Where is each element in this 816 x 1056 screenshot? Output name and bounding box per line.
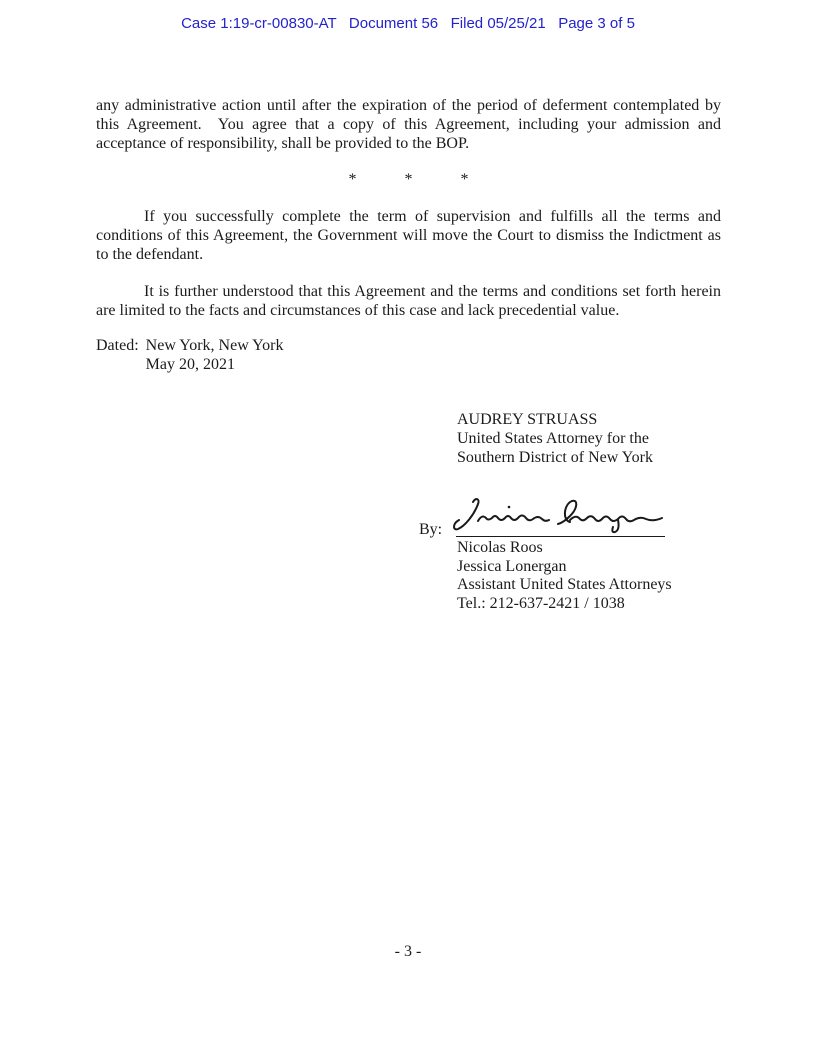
case-header: Case 1:19-cr-00830-AT Document 56 Filed 05/25/21 Page 3 of 5 xyxy=(181,15,635,32)
paragraph-precedential: It is further understood that this Agreement and the terms and conditions set forth herein are limited to the facts and circumstances of this case and lack precedential value. xyxy=(96,283,721,319)
asterisk-separator: * * * xyxy=(348,171,469,188)
dated-lines xyxy=(146,336,284,374)
signer-block xyxy=(457,539,672,614)
dated-date: May 20, 2021 xyxy=(145,356,235,373)
us-attorney-block xyxy=(457,410,653,467)
attorney-title-line-1: United States Attorney for the xyxy=(457,430,649,447)
dated-block xyxy=(96,336,283,374)
paragraph-deferment: any administrative action until after the expiration of the period of deferment contemplated by this Agreement. You agree that a copy of this Agreement, including your admission and acceptance of responsibility, shall be provided to the BOP. xyxy=(96,97,721,152)
signer-title: Assistant United States Attorneys xyxy=(457,576,672,594)
by-label: By: xyxy=(419,521,443,538)
signer-name-2: Jessica Lonergan xyxy=(457,557,567,575)
dated-place: New York, New York xyxy=(145,337,284,354)
page-number: - 3 - xyxy=(394,943,422,960)
signer-phone: Tel.: 212-637-2421 / 1038 xyxy=(457,595,625,613)
signature-image xyxy=(452,494,668,536)
signer-name-1: Nicolas Roos xyxy=(457,539,543,556)
paragraph-supervision: If you successfully complete the term of supervision and fulfills all the terms and conditions of this Agreement, the Government will move the Court to dismiss the Indictment as to the defendant. xyxy=(96,208,721,263)
attorney-name: AUDREY STRUASS xyxy=(457,411,598,428)
signature-line xyxy=(456,536,665,537)
attorney-title-line-2: Southern District of New York xyxy=(457,449,653,466)
dated-label: Dated: xyxy=(96,337,139,354)
